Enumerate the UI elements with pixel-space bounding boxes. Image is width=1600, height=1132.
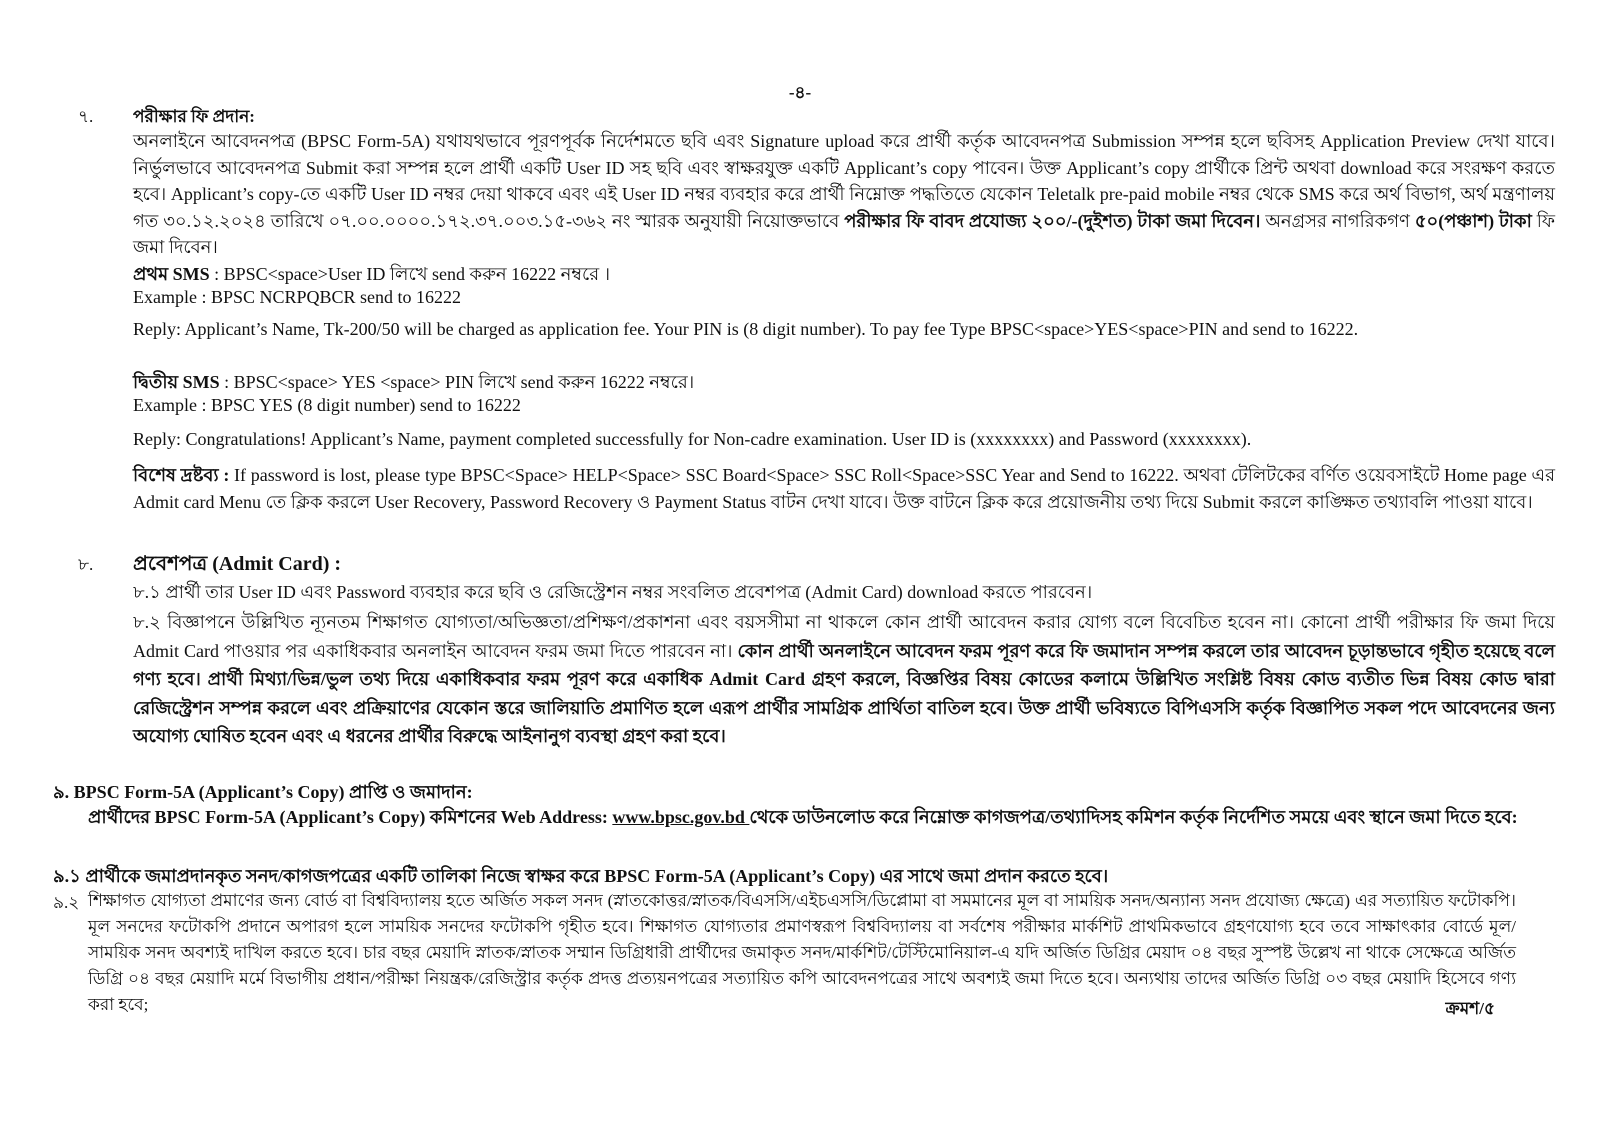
section-9-heading: ৯. BPSC Form-5A (Applicant’s Copy) প্রাপ্তি ও জমাদান: <box>53 782 473 802</box>
first-sms-example: Example : BPSC NCRPQBCR send to 16222 <box>133 287 462 307</box>
section-8-number: ৮. <box>78 555 94 574</box>
section-9-item-2-number: ৯.২ <box>53 893 80 912</box>
special-note <box>133 462 1555 515</box>
continued-marker: ক্রমশ/৫ <box>1445 999 1495 1018</box>
admit-card-item-2 <box>133 608 1555 751</box>
special-note-text: If password is lost, please type BPSC<Space> HELP<Space> SSC Board<Space> SSC Roll<Space>SSC Year and Send to 16222. অথবা টেলিটকের বর্ণিত ওয়েবসাইটে Home page এর Admit card Menu তে ক্লিক করলে User Recovery, Password Recovery ও Payment Status বাটন দেখা যাবে। উক্ত বাটনে ক্লিক করে প্রয়োজনীয় তথ্য দিয়ে Submit করলে কাঙ্ক্ষিত তথ্যাবলি পাওয়া যাবে। <box>133 465 1555 512</box>
second-sms-reply: Reply: Congratulations! Applicant’s Name, payment completed successfully for Non-cadre examination. User ID is (xxxxxxxx) and Password (xxxxxxxx). <box>133 429 1252 449</box>
second-sms-example: Example : BPSC YES (8 digit number) send to 16222 <box>133 395 521 415</box>
second-sms-label: দ্বিতীয় SMS <box>133 372 220 392</box>
section-9-item-2: শিক্ষাগত যোগ্যতা প্রমাণের জন্য বোর্ড বা বিশ্ববিদ্যালয় হতে অর্জিত সকল সনদ (স্নাতকোত্তর/স্নাতক/বিএসসি/এইচএসসি/ডিপ্লোমা বা সমমানের মূল বা সাময়িক সনদ/অন্যান্য সনদ প্রযোজ্য ক্ষেত্রে) এর সত্যায়িত ফটোকপি। মূল সনদের ফটোকপি প্রদানে অপারগ হলে সাময়িক সনদের ফটোকপি গৃহীত হবে। শিক্ষাগত যোগ্যতার প্রমাণস্বরূপ বিশ্ববিদ্যালয় বা সর্বশেষ পরীক্ষার মার্কশিট প্রাথমিকভাবে গ্রহণযোগ্য হবে তবে সাক্ষাৎকার বোর্ডে মূল/সাময়িক সনদ অবশ্যই দাখিল করতে হবে। চার বছর মেয়াদি স্নাতক/স্নাতক সম্মান ডিগ্রিধারী প্রার্থীদের জমাকৃত সনদ/মার্কশিট/টেস্টিমোনিয়াল-এ যদি অর্জিত ডিগ্রির মেয়াদ ০৪ বছর সুস্পষ্ট উল্লেখ না থাকে সেক্ষেত্রে অর্জিত ডিগ্রি ০৪ বছর মেয়াদি মর্মে বিভাগীয় প্রধান/পরীক্ষা নিয়ন্ত্রক/রেজিস্ট্রার কর্তৃক প্রদত্ত প্রত্যয়নপত্রের সত্যায়িত কপি আবেদনপত্রের সাথে অবশ্যই জমা দিতে হবে। অন্যথায় তাদের অর্জিত ডিগ্রি ০৩ বছর মেয়াদি হিসেবে গণ্য করা হবে; <box>88 891 1516 1014</box>
first-sms-reply: Reply: Applicant’s Name, Tk-200/50 will be charged as application fee. Your PIN is (8 digit number). To pay fee Type BPSC<space>YES<space>PIN and send to 16222. <box>133 319 1359 339</box>
fee-amount-text: পরীক্ষার ফি বাবদ প্রযোজ্য ২০০/-(দুইশত) টাকা জমা দিবেন। <box>844 210 1261 231</box>
section-7-paragraph <box>133 128 1555 261</box>
section-9-item-1: ৯.১ প্রার্থীকে জমাপ্রদানকৃত সনদ/কাগজপত্রের একটি তালিকা নিজে স্বাক্ষর করে BPSC Form-5A (Applicant’s Copy) এর সাথে জমা প্রদান করতে হবে। <box>53 866 1109 886</box>
admit-card-warning-text: কোন প্রার্থী অনলাইনে আবেদন ফরম পূরণ করে ফি জমাদান সম্পন্ন করলে তার আবেদন চূড়ান্তভাবে গৃহীত হয়েছে বলে গণ্য হবে। প্রার্থী মিথ্যা/ভিন্ন/ভুল তথ্য দিয়ে একাধিকবার ফরম পূরণ করে একাধিক Admit Card গ্রহণ করলে, বিজ্ঞপ্তির বিষয় কোডের কলামে উল্লিখিত সংশ্লিষ্ট বিষয় কোড ব্যতীত ভিন্ন বিষয় কোড দ্বারা রেজিস্ট্রেশন সম্পন্ন করলে এবং প্রক্রিয়াণের যেকোন স্তরে জালিয়াতি প্রমাণিত হলে এরূপ প্রার্থীর সামগ্রিক প্রার্থিতা বাতিল হবে। উক্ত প্রার্থী ভবিষ্যতে বিপিএসসি কর্তৃক বিজ্ঞাপিত সকল পদে আবেদনের জন্য অযোগ্য ঘোষিত হবেন এবং এ ধরনের প্রার্থীর বিরুদ্ধে আইনানুগ ব্যবস্থা গ্রহণ করা হবে। <box>133 640 1555 747</box>
page-number: -৪- <box>788 83 812 102</box>
fee-instructions-text: অনলাইনে আবেদনপত্র (BPSC Form-5A) যথাযথভাবে পূরণপূর্বক নির্দেশমতে ছবি এবং Signature upload করে প্রার্থী কর্তৃক আবেদনপত্র Submission সম্পন্ন হলে ছবিসহ Application Preview দেখা যাবে। নির্ভুলভাবে আবেদনপত্র Submit করা সম্পন্ন হলে প্রার্থী একটি User ID সহ ছবি এবং স্বাক্ষরযুক্ত একটি Applicant’s copy পাবেন। উক্ত Applicant’s copy প্রার্থীকে প্রিন্ট অথবা download করে সংরক্ষণ করতে হবে। Applicant’s copy-তে একটি User ID নম্বর দেয়া থাকবে এবং এই User ID নম্বর ব্যবহার করে প্রার্থী নিম্নোক্ত পদ্ধতিতে যেকোন Teletalk pre-paid mobile নম্বর থেকে SMS করে অর্থ বিভাগ, অর্থ মন্ত্রণালয় গত ৩০.১২.২০২৪ তারিখে ০৭.০০.০০০০.১৭২.৩৭.০০৩.১৫-৩৬২ নং স্মারক অনুযায়ী নিয়োক্তভাবে <box>133 131 1555 231</box>
reduced-fee-text: ৫০(পঞ্চাশ) টাকা <box>1414 210 1532 231</box>
first-sms-label: প্রথম SMS <box>133 264 210 284</box>
section-8-title: প্রবেশপত্র (Admit Card) : <box>133 553 342 575</box>
section-7-number: ৭. <box>78 107 94 126</box>
section-9-intro-text-2: থেকে ডাউনলোড করে নিম্নোক্ত কাগজপত্র/তথ্যাদিসহ কমিশন কর্তৃক নির্দেশিত সময়ে এবং স্থানে জমা দিতে হবে: <box>749 807 1518 827</box>
section-9-intro <box>88 804 1555 830</box>
admit-card-eligibility-text: ৮.২ বিজ্ঞাপনে উল্লিখিত ন্যূনতম শিক্ষাগত যোগ্যতা/অভিজ্ঞতা/প্রশিক্ষণ/প্রকাশনা এবং বয়সসীমা না থাকলে কোন প্রার্থী আবেদন করার যোগ্য বলে বিবেচিত হবেন না। কোনো প্রার্থী পরীক্ষার ফি জমা দিয়ে Admit Card পাওয়ার পর একাধিকবার অনলাইন আবেদন ফরম জমা দিতে পারবেন না। <box>133 612 1555 661</box>
first-sms-text: : BPSC<space>User ID লিখে send করুন 16222 নম্বরে । <box>214 264 611 284</box>
special-note-label: বিশেষ দ্রষ্টব্য : <box>133 465 230 485</box>
fee-deposit-text: ফি জমা দিবেন। <box>133 210 1556 257</box>
section-9-intro-text: প্রার্থীদের BPSC Form-5A (Applicant’s Copy) কমিশনের Web Address: <box>88 807 613 827</box>
second-sms-text: : BPSC<space> YES <space> PIN লিখে send করুন 16222 নম্বরে। <box>224 372 695 392</box>
section-7-title: পরীক্ষার ফি প্রদান: <box>133 107 255 126</box>
bpsc-web-link[interactable]: www.bpsc.gov.bd <box>612 807 750 827</box>
backward-citizen-text: অনগ্রসর নাগরিকগণ <box>1265 210 1410 231</box>
admit-card-item-1: ৮.১ প্রার্থী তার User ID এবং Password ব্যবহার করে ছবি ও রেজিস্ট্রেশন নম্বর সংবলিত প্রবেশপত্র (Admit Card) download করতে পারবেন। <box>133 582 1093 602</box>
